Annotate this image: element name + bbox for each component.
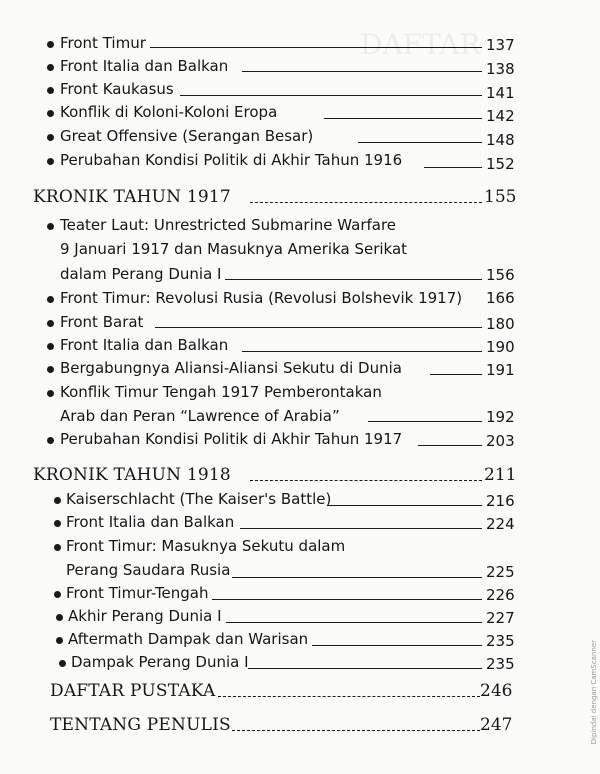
section-heading[interactable] bbox=[0, 186, 600, 212]
entry-title: Akhir Perang Dunia I bbox=[68, 607, 222, 625]
bullet-icon bbox=[59, 660, 66, 667]
page-number: 190 bbox=[486, 338, 515, 356]
entry-title-line: Front Timur: Masuknya Sekutu dalam bbox=[66, 537, 346, 555]
toc-entry[interactable] bbox=[0, 79, 600, 103]
toc-entry[interactable] bbox=[0, 288, 600, 312]
bullet-icon bbox=[54, 591, 61, 598]
page-number: 141 bbox=[486, 84, 515, 102]
leader-line bbox=[328, 505, 482, 506]
leader-line bbox=[418, 445, 482, 446]
bullet-icon bbox=[56, 614, 63, 621]
bullet-icon bbox=[47, 64, 54, 71]
entry-title-line: Konflik Timur Tengah 1917 Pemberontakan bbox=[60, 383, 382, 401]
page-number: 166 bbox=[486, 289, 515, 307]
bleed-through: DAFTAR bbox=[360, 28, 481, 61]
page-number: 226 bbox=[486, 586, 515, 604]
leader-line bbox=[368, 421, 482, 422]
toc-entry[interactable] bbox=[0, 489, 600, 513]
leader-line bbox=[180, 95, 482, 96]
section-heading-tentang-penulis[interactable] bbox=[0, 714, 600, 740]
scanner-watermark: Dipindai dengan CamScanner bbox=[590, 640, 598, 745]
leader-line bbox=[250, 480, 482, 481]
bullet-icon bbox=[47, 390, 54, 397]
bullet-icon bbox=[47, 437, 54, 444]
toc-entry[interactable] bbox=[0, 358, 600, 382]
bullet-icon bbox=[47, 343, 54, 350]
page-number: 235 bbox=[486, 655, 515, 673]
entry-title: Perubahan Kondisi Politik di Akhir Tahun 1917 bbox=[60, 430, 403, 448]
bullet-icon bbox=[47, 110, 54, 117]
toc-entry[interactable] bbox=[0, 126, 600, 150]
toc-entry[interactable] bbox=[0, 312, 600, 336]
entry-title: Front Italia dan Balkan bbox=[60, 57, 229, 75]
bullet-icon bbox=[47, 366, 54, 373]
bullet-icon bbox=[47, 134, 54, 141]
bullet-icon bbox=[47, 158, 54, 165]
leader-line bbox=[358, 142, 482, 143]
toc-entry[interactable] bbox=[0, 335, 600, 359]
page-number: 148 bbox=[486, 131, 515, 149]
page-number: 156 bbox=[486, 266, 515, 284]
entry-title: Front Timur-Tengah bbox=[66, 584, 209, 602]
page-number: 247 bbox=[480, 715, 513, 735]
entry-title: Aftermath Dampak dan Warisan bbox=[68, 630, 309, 648]
entry-title: Kaiserschlacht (The Kaiser's Battle) bbox=[66, 490, 332, 508]
entry-title: Konflik di Koloni-Koloni Eropa bbox=[60, 103, 278, 121]
leader-line bbox=[242, 351, 482, 352]
leader-line bbox=[250, 202, 482, 203]
bullet-icon bbox=[54, 544, 61, 551]
leader-line bbox=[212, 599, 482, 600]
toc-entry[interactable] bbox=[0, 583, 600, 607]
leader-line bbox=[312, 645, 482, 646]
bullet-icon bbox=[54, 497, 61, 504]
page-number: 152 bbox=[486, 155, 515, 173]
entry-title: Front Kaukasus bbox=[60, 80, 174, 98]
page-number: 203 bbox=[486, 432, 515, 450]
entry-title-line: Perang Saudara Rusia bbox=[66, 561, 231, 579]
page-number: 216 bbox=[486, 492, 515, 510]
toc-entry[interactable] bbox=[0, 56, 600, 80]
bullet-icon bbox=[47, 296, 54, 303]
page-number: 142 bbox=[486, 107, 515, 125]
bullet-icon bbox=[54, 520, 61, 527]
entry-title: Bergabungnya Aliansi-Aliansi Sekutu di Dunia bbox=[60, 359, 402, 377]
page-number: 180 bbox=[486, 315, 515, 333]
entry-title-line: dalam Perang Dunia I bbox=[60, 265, 222, 283]
page-number: 235 bbox=[486, 632, 515, 650]
entry-title-line: Teater Laut: Unrestricted Submarine Warfare bbox=[60, 216, 397, 234]
heading-title: DAFTAR PUSTAKA bbox=[50, 681, 216, 701]
entry-title: Front Italia dan Balkan bbox=[60, 336, 229, 354]
entry-title: Great Offensive (Serangan Besar) bbox=[60, 127, 314, 145]
toc-entry[interactable] bbox=[0, 512, 600, 536]
toc-entry[interactable] bbox=[0, 150, 600, 174]
entry-title: Front Timur bbox=[60, 34, 146, 52]
bullet-icon bbox=[47, 41, 54, 48]
page-number: 192 bbox=[486, 408, 515, 426]
toc-entry[interactable] bbox=[0, 652, 600, 676]
leader-line bbox=[218, 696, 480, 697]
page-number: 155 bbox=[484, 187, 517, 207]
leader-line bbox=[155, 327, 482, 328]
leader-line bbox=[226, 622, 482, 623]
toc-entry[interactable] bbox=[0, 102, 600, 126]
leader-line bbox=[242, 71, 482, 72]
bullet-icon bbox=[47, 223, 54, 230]
bullet-icon bbox=[56, 637, 63, 644]
leader-line bbox=[150, 47, 482, 48]
section-heading-daftar-pustaka[interactable] bbox=[0, 680, 600, 706]
leader-line bbox=[324, 118, 482, 119]
entry-title: Perubahan Kondisi Politik di Akhir Tahun 1916 bbox=[60, 151, 403, 169]
page-number: 211 bbox=[484, 465, 517, 485]
toc-entry[interactable] bbox=[0, 33, 600, 57]
leader-line bbox=[248, 668, 482, 669]
leader-line bbox=[430, 374, 482, 375]
section-heading[interactable] bbox=[0, 464, 600, 490]
page-number: 227 bbox=[486, 609, 515, 627]
page-number: 224 bbox=[486, 515, 515, 533]
toc-entry[interactable] bbox=[0, 629, 600, 653]
entry-title: Front Italia dan Balkan bbox=[66, 513, 235, 531]
page-number: 246 bbox=[480, 681, 513, 701]
page-number: 138 bbox=[486, 60, 515, 78]
page-number: 137 bbox=[486, 36, 515, 54]
entry-title-line: 9 Januari 1917 dan Masuknya Amerika Serikat bbox=[60, 240, 408, 258]
leader-line bbox=[232, 577, 482, 578]
bullet-icon bbox=[47, 87, 54, 94]
heading-title: KRONIK TAHUN 1918 bbox=[33, 465, 231, 485]
entry-title: Dampak Perang Dunia I bbox=[71, 653, 249, 671]
entry-title: Front Timur: Revolusi Rusia (Revolusi Bolshevik 1917) bbox=[60, 289, 463, 307]
heading-title: KRONIK TAHUN 1917 bbox=[33, 187, 231, 207]
leader-line bbox=[424, 167, 482, 168]
leader-line bbox=[232, 730, 480, 731]
toc-entry[interactable] bbox=[0, 429, 600, 453]
toc-entry[interactable] bbox=[0, 606, 600, 630]
entry-title-line: Arab dan Peran “Lawrence of Arabia” bbox=[60, 407, 340, 425]
heading-title: TENTANG PENULIS bbox=[50, 715, 231, 735]
bullet-icon bbox=[47, 320, 54, 327]
leader-line bbox=[240, 528, 482, 529]
page-number: 191 bbox=[486, 361, 515, 379]
leader-line bbox=[225, 279, 482, 280]
entry-title: Front Barat bbox=[60, 313, 144, 331]
page-number: 225 bbox=[486, 563, 515, 581]
